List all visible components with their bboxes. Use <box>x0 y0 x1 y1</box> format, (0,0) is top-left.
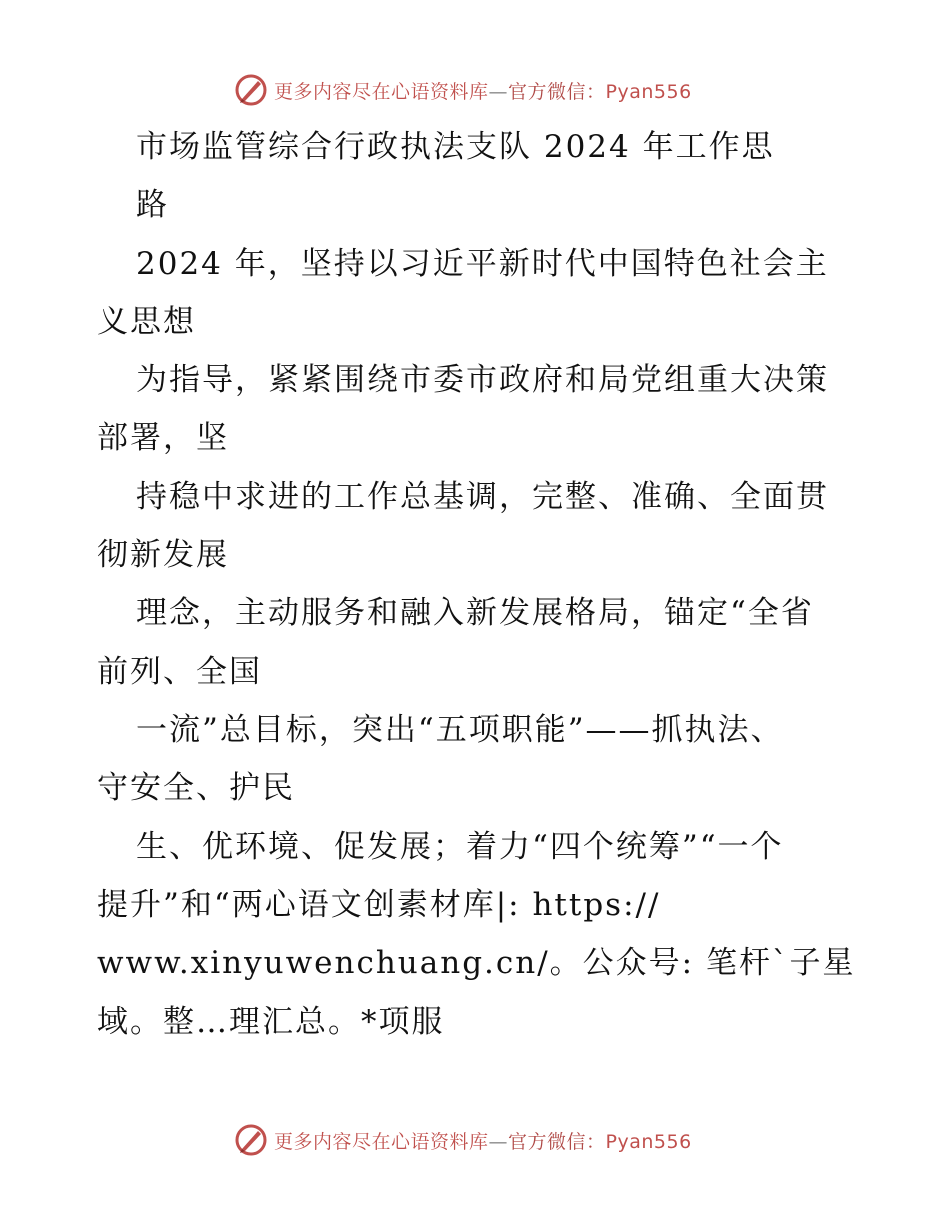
banner-wechat-id: Pyan556 <box>605 1130 692 1153</box>
footer-watermark-banner <box>234 1122 692 1158</box>
banner-wechat-label: 官方微信： <box>508 80 606 103</box>
paragraph-line: 持稳中求进的工作总基调，完整、准确、全面贯 <box>136 479 829 515</box>
banner-site-name: 更多内容尽在心语资料库 <box>274 1130 489 1153</box>
paragraph-line: 一流”总目标，突出“五项职能”——抓执法、 <box>136 712 784 748</box>
paragraph-line: 为指导，紧紧围绕市委市政府和局党组重大决策 <box>136 362 829 398</box>
paragraph-line: 域。整…理汇总。*项服 <box>97 1004 445 1040</box>
banner-wechat-id: Pyan556 <box>605 80 692 103</box>
paragraph-line: 守安全、护民 <box>97 770 295 806</box>
paragraph-line: 提升”和“两心语文创素材库|: https:// <box>97 887 661 923</box>
banner-separator: — <box>488 80 509 103</box>
paragraph-line: 彻新发展 <box>97 537 229 573</box>
paragraph-line: 部署，坚 <box>97 420 229 456</box>
paragraph-line: www.xinyuwenchuang.cn/。公众号: 笔杆`子星 <box>97 945 856 981</box>
paragraph-line: 理念，主动服务和融入新发展格局，锚定“全省 <box>136 595 814 631</box>
paragraph-line: 义思想 <box>97 304 196 340</box>
title-line-2: 路 <box>136 187 169 223</box>
paragraph-line: 前列、全国 <box>97 654 262 690</box>
pen-logo-icon <box>234 1123 268 1157</box>
banner-site-name: 更多内容尽在心语资料库 <box>274 80 489 103</box>
paragraph-line: 生、优环境、促发展；着力“四个统筹”“一个 <box>136 829 784 865</box>
banner-wechat-label: 官方微信： <box>508 1130 606 1153</box>
title-line-1: 市场监管综合行政执法支队 2024 年工作思 <box>136 129 775 165</box>
banner-separator: — <box>488 1130 509 1153</box>
paragraph-line: 2024 年，坚持以习近平新时代中国特色社会主 <box>136 246 829 282</box>
